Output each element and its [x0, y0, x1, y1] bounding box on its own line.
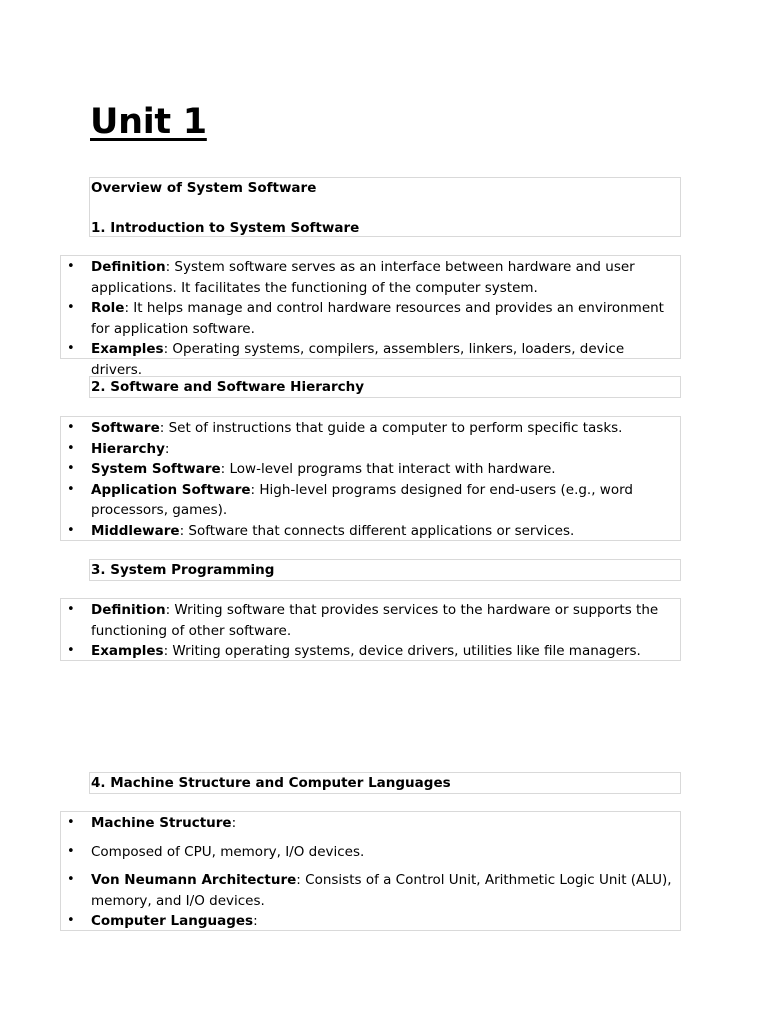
list-item [61, 439, 680, 460]
section-4-heading: 4. Machine Structure and Computer Languages [91, 775, 451, 791]
item-text: : It helps manage and control hardware resources and provides an environment for application software. [91, 300, 664, 337]
section-1-list-box [60, 255, 681, 378]
item-term: Computer Languages [91, 913, 254, 929]
item-term: Hierarchy [91, 440, 165, 457]
section-4-heading-box [89, 772, 681, 794]
section-3-heading-box [89, 559, 681, 581]
item-text: : [164, 440, 170, 457]
item-term: Machine Structure [91, 815, 232, 831]
item-text: : [253, 913, 258, 929]
item-term: Von Neumann Architecture [91, 872, 297, 888]
list-item [61, 459, 680, 480]
item-term: Role [91, 300, 125, 316]
list-item [61, 480, 680, 521]
list-item [61, 842, 680, 863]
item-text: : Writing operating systems, device drivers, utilities like file managers. [163, 643, 641, 659]
item-term: System Software [91, 461, 221, 477]
list-item [61, 911, 680, 932]
section-1-list [61, 257, 680, 380]
item-term: Examples [91, 643, 164, 659]
section-3-list [61, 600, 680, 662]
section-3-list-box [60, 598, 681, 661]
section-2-heading: 2. Software and Software Hierarchy [91, 379, 365, 395]
list-item [61, 521, 680, 542]
list-item [61, 257, 680, 298]
item-text: : Operating systems, compilers, assemblers, linkers, loaders, device drivers. [91, 341, 625, 378]
section-4-list [61, 813, 680, 932]
list-item [61, 870, 680, 911]
item-term: Middleware [91, 522, 180, 539]
item-text: : Set of instructions that guide a computer to perform specific tasks. [159, 420, 623, 436]
item-text: : Consists of a Control Unit, Arithmetic Logic Unit (ALU), memory, and I/O devices. [91, 872, 672, 909]
item-text: : Software that connects different applications or services. [179, 522, 575, 539]
list-item [61, 298, 680, 339]
overview-title: Overview of System Software [91, 180, 317, 196]
section-1-heading: 1. Introduction to System Software [91, 219, 360, 236]
item-text: : High-level programs designed for end-users (e.g., word processors, games). [91, 481, 633, 518]
section-2-heading-box [89, 376, 681, 398]
item-term: Definition [91, 602, 166, 618]
section-3-heading: 3. System Programming [91, 562, 275, 578]
section-2-list [61, 418, 680, 541]
item-text: : Low-level programs that interact with hardware. [220, 461, 556, 477]
item-text: Composed of CPU, memory, I/O devices. [91, 843, 365, 860]
item-text: : System software serves as an interface between hardware and user applications. It facilitates the functioning of the computer system. [91, 259, 635, 296]
item-text: : [231, 815, 237, 831]
document-title: Unit 1 [90, 102, 207, 142]
item-term: Definition [91, 259, 166, 275]
section-2-list-box [60, 416, 681, 541]
section-4-list-box [60, 811, 681, 931]
list-item [61, 418, 680, 439]
item-term: Software [91, 420, 160, 436]
item-term: Application Software [91, 481, 251, 498]
overview-heading-box [89, 177, 681, 237]
item-term: Examples [91, 341, 164, 357]
list-item [61, 600, 680, 641]
list-item [61, 813, 680, 834]
list-item [61, 339, 680, 380]
item-text: : Writing software that provides services to the hardware or supports the functioning of other software. [91, 602, 659, 639]
list-item [61, 641, 680, 662]
